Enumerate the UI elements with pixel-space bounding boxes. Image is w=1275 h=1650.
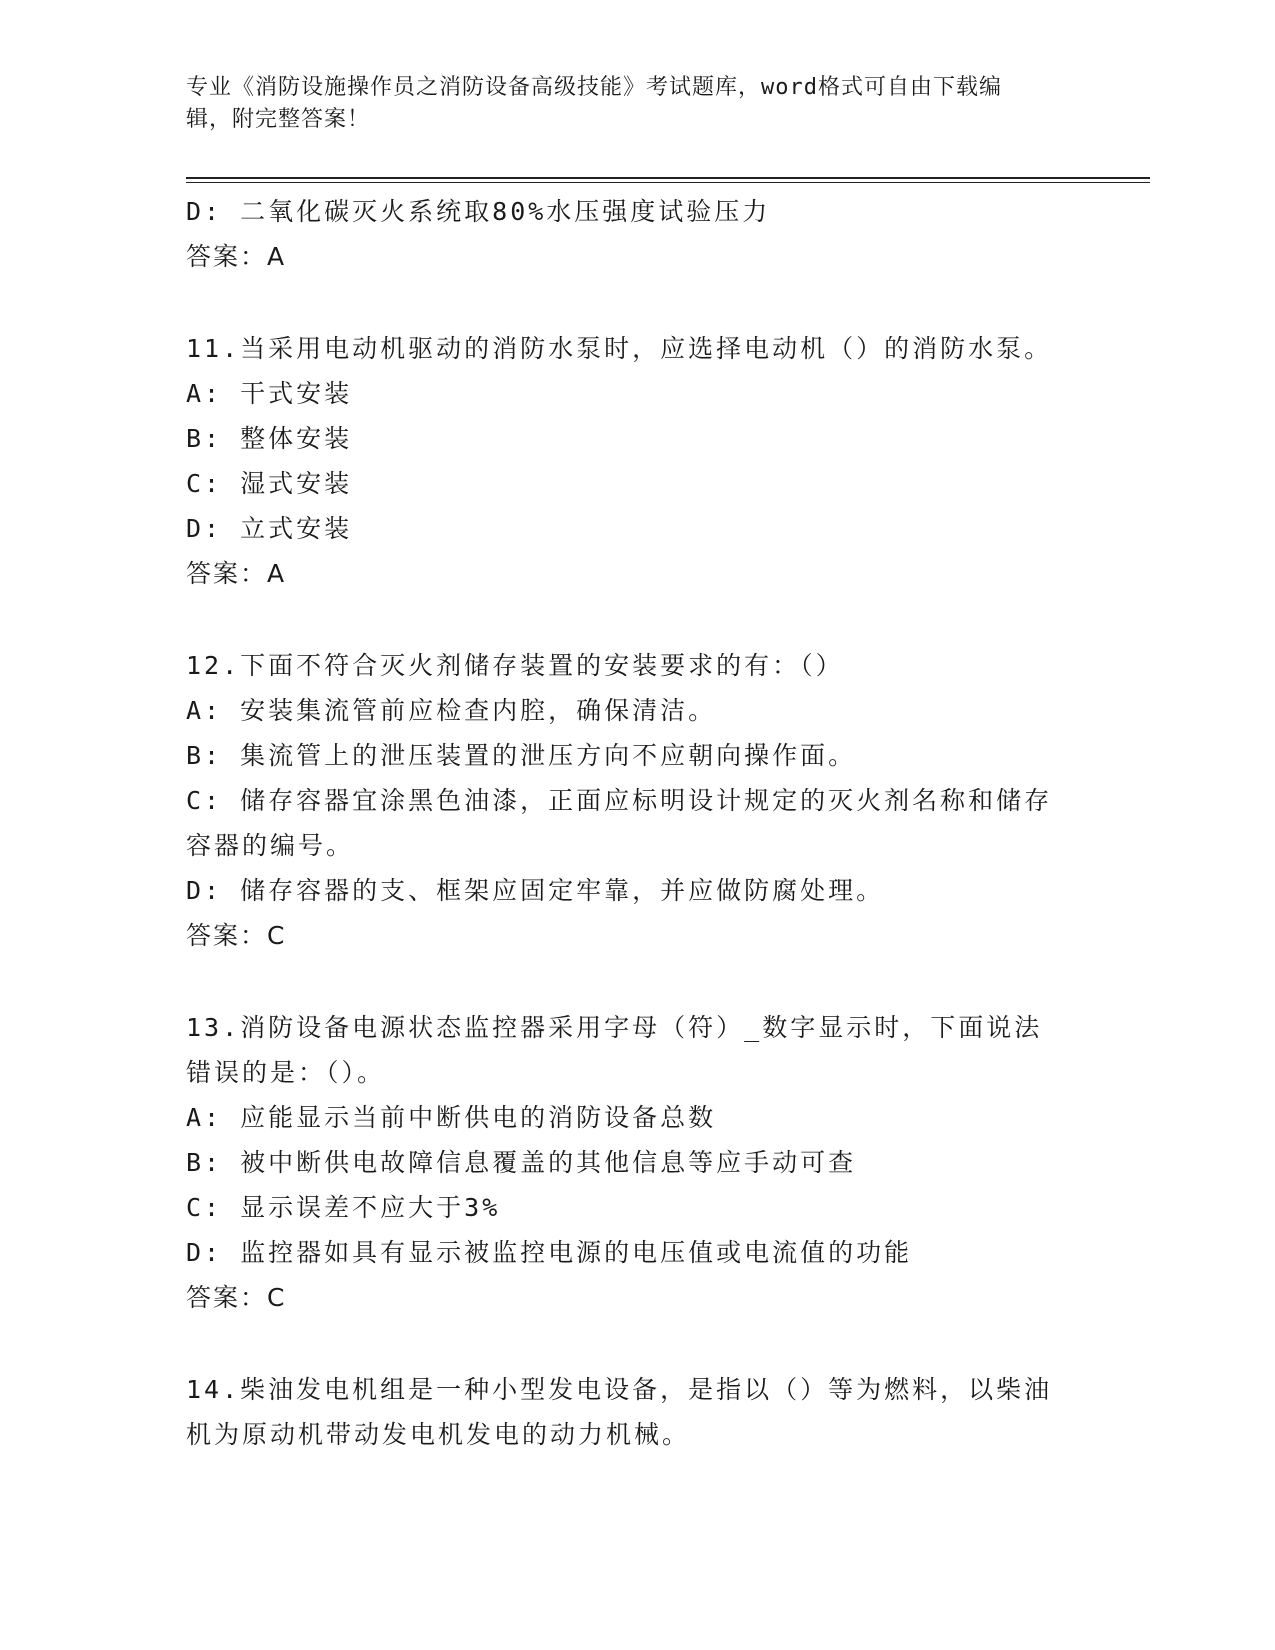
option-a: A: 干式安装 (186, 379, 353, 408)
question-stem: 11.当采用电动机驱动的消防水泵时，应选择电动机（）的消防水泵。 (186, 334, 1053, 363)
question-10 (186, 189, 1086, 279)
question-stem: 12.下面不符合灭火剂储存装置的安装要求的有：（） (186, 651, 844, 680)
answer: 答案：A (186, 559, 287, 588)
header-line: 辑，附完整答案！ (186, 107, 371, 132)
header-divider-thin (186, 182, 1150, 183)
option-a: A: 安装集流管前应检查内腔，确保清洁。 (186, 696, 717, 725)
question-12 (186, 643, 1086, 958)
header-divider (186, 177, 1150, 179)
option-d: D: 储存容器的支、框架应固定牢靠，并应做防腐处理。 (186, 876, 885, 905)
option-c: C: 湿式安装 (186, 469, 353, 498)
option-a: A: 应能显示当前中断供电的消防设备总数 (186, 1103, 717, 1132)
question-list (186, 189, 1086, 1457)
option-c: C: 储存容器宜涂黑色油漆，正面应标明设计规定的灭火剂名称和储存 (186, 786, 1053, 815)
option-d: D: 立式安装 (186, 514, 353, 543)
question-stem-continued: 错误的是：（）。 (186, 1058, 386, 1087)
question-14 (186, 1367, 1086, 1457)
option-c: C: 显示误差不应大于3% (186, 1193, 501, 1222)
question-13 (186, 1005, 1086, 1320)
option-b: B: 整体安装 (186, 424, 353, 453)
question-stem: 14.柴油发电机组是一种小型发电设备，是指以（）等为燃料，以柴油 (186, 1375, 1053, 1404)
option-b: B: 集流管上的泄压装置的泄压方向不应朝向操作面。 (186, 741, 857, 770)
header-line: 专业《消防设施操作员之消防设备高级技能》考试题库，word格式可自由下载编 (186, 75, 1002, 100)
document-header (186, 72, 1066, 136)
option-d: D: 监控器如具有显示被监控电源的电压值或电流值的功能 (186, 1238, 913, 1267)
answer: 答案：C (186, 921, 287, 950)
question-stem: 13.消防设备电源状态监控器采用字母（符）_数字显示时，下面说法 (186, 1013, 1043, 1042)
option-d: D: 二氧化碳灭火系统取80%水压强度试验压力 (186, 197, 771, 226)
option-c-continued: 容器的编号。 (186, 831, 355, 860)
question-stem-continued: 机为原动机带动发电机发电的动力机械。 (186, 1420, 691, 1449)
question-11 (186, 326, 1086, 596)
answer: 答案：C (186, 1283, 287, 1312)
option-b: B: 被中断供电故障信息覆盖的其他信息等应手动可查 (186, 1148, 857, 1177)
answer: 答案：A (186, 242, 287, 271)
